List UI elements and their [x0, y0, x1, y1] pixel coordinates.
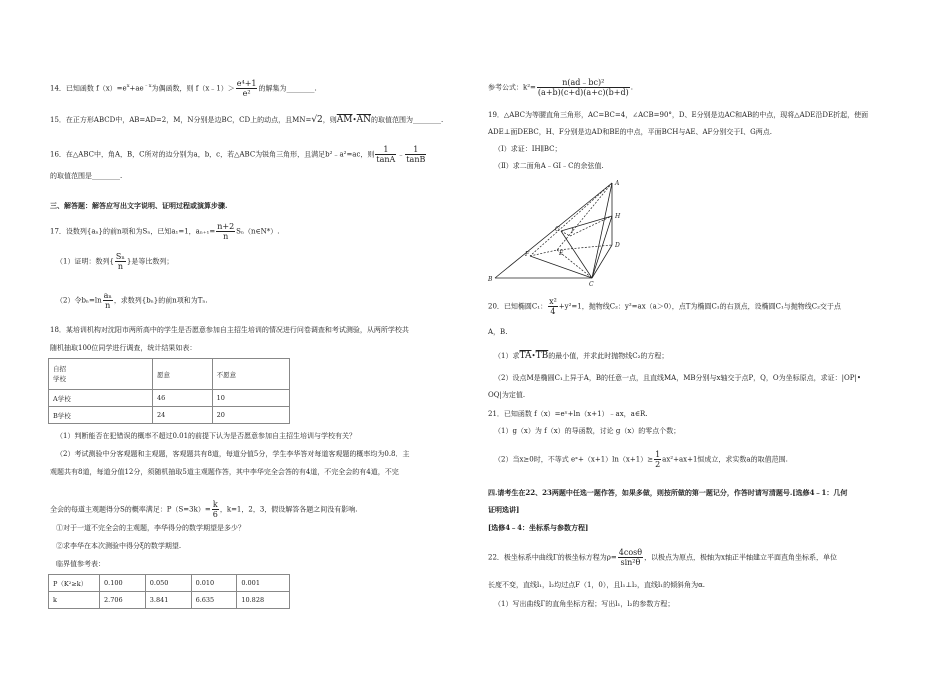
q15-dot: •: [352, 116, 357, 124]
edge-fc: [530, 256, 592, 278]
q15-text-a: 15．在正方形ABCD中，AB=AD=2，M，N分别是边BC，CD上的动点，且MN=: [50, 116, 312, 124]
q20-fraction: [548, 297, 558, 316]
q17-text-a: 17．设数列{aₙ}的前n项和为Sₙ，已知a₁=1，aₙ₊₁=: [50, 227, 216, 236]
q17-p2-fraction: [103, 291, 113, 310]
critical-table-title: 临界值参考表：: [56, 560, 105, 568]
question-19-line1: 19．△ABC为等腰直角三角形，AC=BC=4，∠ACB=90°，D、E分别是边AC和AB的中点，现将△ADE沿DE折起，使面: [488, 111, 869, 119]
label-f: F: [525, 251, 530, 258]
question-20-part2-line1: （2）设点M是椭圆C₁上异于A，B的任意一点，且直线MA，MB分别与x轴交于点P，Q，O为坐标原点，求证：|OP|•: [494, 374, 861, 382]
table-row: [49, 390, 290, 407]
table-header-cell: [49, 359, 153, 390]
q17-p1-frac-den: n: [117, 262, 123, 271]
q18-text-a: 全会的每道主观题得分S的概率满足：P（S=3k）=: [50, 505, 211, 514]
q20-vector-ta: $\overline{TA}$: [519, 351, 532, 361]
q17-fraction: [216, 222, 235, 241]
q17-p2-frac-num: aₙ: [103, 291, 112, 300]
question-18-part2-line1: （2）考试测验中分客观题和主观题，客观题共有8道，每道分值5分，学生李华答对每道客观题的概率均为0.8．主: [56, 450, 410, 458]
q21-fraction: [654, 450, 661, 469]
table-cell: 0.050: [145, 575, 191, 592]
q21-text-b: ax²+ax+1恒成立，求实数a的取值范围.: [662, 455, 788, 464]
formula-num: n(ad﹣bc)²: [537, 78, 630, 88]
label-b: B: [488, 276, 493, 283]
table-cell: 6.635: [191, 592, 237, 609]
label-c: C: [589, 281, 594, 288]
question-18-sub2: ②求李华在本次测验中得分ξ的数学期望.: [56, 542, 182, 550]
question-18-part2-line3: [50, 500, 358, 519]
q20-vector-tb: $\overline{TB}$: [535, 351, 549, 361]
question-22-line2: 长度不变，直线l₁，l₂均过点F（1，0），且l₁⊥l₂，直线l₁的倾斜角为α.: [488, 581, 706, 589]
table-cell: k: [49, 592, 100, 609]
table-header-unwilling: 不愿意: [212, 359, 289, 390]
table-cell: A学校: [49, 390, 153, 407]
q14-frac-num: e⁴+1: [236, 79, 257, 88]
question-21-line1: 21．已知函数 f（x）=eˣ+ln（x+1）﹣ax，a∈R.: [488, 410, 648, 418]
table-cell: 20: [212, 407, 289, 424]
edge-ae: [557, 183, 612, 250]
label-h: H: [615, 213, 621, 220]
table-cell: 2.706: [100, 592, 146, 609]
question-14: 14．已知函数 $f(x)=e^x+ae^{﹣x}$为偶函数，则 f（x﹣1）＞ $\frac{\text{e⁴+1}}{\text{e²}}$ 的解集为________.: [50, 79, 317, 98]
q17-p1-text-b: }是等比数列；: [126, 257, 174, 266]
question-21-part2: [494, 450, 788, 469]
question-20-part1: [494, 352, 668, 361]
q14-frac-den: e²: [242, 89, 251, 98]
table-row: [49, 592, 290, 609]
label-i: I: [571, 228, 574, 235]
q16-fraction-2: [405, 145, 426, 164]
q15-text-c: 的取值范围为________.: [371, 116, 444, 124]
q17-p2-text-b: ，求数列{bₙ}的前n项和为Tₙ.: [113, 296, 208, 305]
q17-p2-text-a: （2）令bₙ=ln: [56, 296, 102, 305]
q16-f1-den: tanA: [376, 155, 396, 164]
q21-frac-den: 2: [655, 460, 661, 469]
q17-frac-num: n+2: [217, 222, 235, 231]
question-18-line1: 18．某培训机构对沈阳市两所高中的学生是否愿意参加自主招生培训的情况进行问卷调查和考试测验，从两所学校共: [50, 326, 409, 334]
q15-text-b: ，则: [322, 116, 337, 124]
question-17-part1: [56, 252, 173, 271]
q20-text-b: +y²=1，抛物线C₂：y²=ax（a＞0），点T为椭圆C₁的右顶点，设椭圆C₁与抛物线C₂交于点: [558, 302, 841, 311]
q16-fraction-1: [375, 145, 396, 164]
q22-frac-num: 4cosθ: [618, 548, 643, 557]
question-18-sub1: ①对于一道不完全会的主观题，李华得分的数学期望是多少？: [56, 524, 245, 532]
q17-p1-text-a: （1）证明：数列{: [56, 257, 114, 266]
section-3-heading: 三、解答题：解答应写出文字说明、证明过程或演算步骤.: [50, 201, 228, 210]
question-15: [50, 116, 443, 125]
table-row: [49, 407, 290, 424]
section-4-heading-line1: 四.请考生在22、23两题中任选一题作答，如果多做，则按所做的第一题记分，作答时请写清题号.[选修4﹣1：几何: [488, 488, 848, 497]
table-cell: B学校: [49, 407, 153, 424]
q16-text-a: 16．在△ABC中，角A，B，C所对的边分别为a，b，c，若△ABC为锐角三角形，且满足b²﹣a²=ac，则: [50, 150, 375, 159]
q22-fraction: [618, 548, 643, 567]
q15-sqrt: √2: [311, 115, 323, 125]
question-20-line1: [488, 297, 841, 316]
question-16-line1: [50, 145, 427, 164]
q15-vector-am: $\overline{AM}$: [336, 115, 353, 125]
q14-text-c: 为偶函数，则 f（x﹣1）＞: [151, 84, 235, 93]
edge-gc: [561, 231, 592, 278]
q17-p2-frac-den: n: [105, 301, 111, 310]
formula-den: (a+b)(c+d)(a+c)(b+d): [537, 88, 629, 97]
label-d: D: [615, 242, 620, 249]
table-row: [49, 359, 290, 390]
table-cell: P（K²≥k）: [49, 575, 100, 592]
table-cell: 0.010: [191, 575, 237, 592]
section-4-heading-line2: 证明选讲]: [488, 505, 520, 514]
q17-p1-frac-num: Sₙ: [115, 252, 125, 261]
edge-fe: [530, 250, 557, 256]
edge-ba: [495, 183, 612, 278]
pyramid-figure: [485, 175, 635, 290]
question-18-part2-line2: 观题共有8道，每道分值12分，须随机抽取5道主观题作答，其中李华完全会答的有4道，不完全会的有4道，不完: [50, 468, 399, 476]
question-19-line2: ADE⊥面DEBC，H、F分别是边AD和BE的中点，平面BCH与AE、AF分别交于I、G两点.: [488, 128, 772, 136]
q22-text-a: 22．极坐标系中曲线Γ的极坐标方程为ρ=: [488, 553, 617, 562]
q17-frac-den: n: [223, 232, 229, 241]
q21-text-a: （2）当x≥0时，不等式 eˣ+（x+1）ln（x+1）≥: [494, 455, 654, 464]
table-cell: 24: [153, 407, 213, 424]
question-21-part1: （1）g（x）为 f（x）的导函数，讨论 g（x）的零点个数；: [494, 427, 681, 435]
q20-frac-num: x²: [549, 297, 557, 306]
q20-frac-den: 4: [550, 307, 556, 316]
table-cell: 46: [153, 390, 213, 407]
table-head-line2: 学校: [53, 375, 66, 383]
question-17-line1: [50, 222, 280, 241]
question-20-line2: A，B.: [488, 328, 508, 336]
q18-frac-num: k: [212, 500, 218, 509]
q18-fraction: [212, 500, 219, 519]
q17-text-b: Sₙ（n∈N*）.: [236, 227, 280, 236]
edge-ih: [570, 216, 612, 236]
question-18-line2: 随机抽取100位同学进行调查，统计结果如表：: [50, 344, 197, 352]
table-cell: 3.841: [145, 592, 191, 609]
q18-text-b: ，k=1，2，3，假设解答各题之间没有影响.: [219, 505, 358, 514]
q16-minus: ﹣: [397, 150, 405, 159]
q20-dot: •: [531, 352, 536, 360]
edge-hc: [592, 216, 612, 278]
question-19-part2: （Ⅱ）求二面角A﹣GI﹣C的余弦值.: [494, 162, 604, 170]
reference-formula: [488, 78, 633, 97]
q22-frac-den: sin²θ: [620, 558, 641, 567]
table-row: [49, 575, 290, 592]
question-22-part1: （1）写出曲线Γ的直角坐标方程；写出l₁，l₂的参数方程；: [494, 600, 675, 608]
label-g: G: [555, 226, 560, 233]
formula-text-a: 参考公式：k²=: [488, 83, 536, 92]
question-22-line1: [488, 548, 837, 567]
q16-f2-den: tanB: [406, 155, 426, 164]
q20-p1-text-b: 的最小值，并求此时抛物线C₂的方程；: [548, 352, 669, 360]
question-16-line2: 的取值范围是________.: [50, 172, 123, 180]
q14-text-a: 14．已知函数 f（x）=e: [50, 84, 127, 93]
question-20-part2-line2: OQ|为定值.: [488, 391, 526, 399]
q16-f1-num: 1: [375, 145, 396, 155]
formula-text-b: .: [630, 83, 633, 92]
table-cell: 0.100: [100, 575, 146, 592]
table-cell: 0.001: [237, 575, 290, 592]
edge-ed: [557, 245, 612, 250]
q16-f2-num: 1: [405, 145, 426, 155]
survey-table: [48, 358, 290, 424]
q17-p1-fraction: [115, 252, 126, 271]
q18-frac-den: 6: [212, 510, 218, 519]
question-17-part2: [56, 291, 208, 310]
q15-vector-an: $\overline{AN}$: [356, 115, 372, 125]
q20-text-a: 20．已知椭圆C₁：: [488, 302, 548, 311]
question-18-part1: （1）判断能否在犯错误的概率不超过0.01的前提下认为是否愿意参加自主招生培训与学校有关？: [56, 432, 357, 440]
table-header-willing: 愿意: [153, 359, 213, 390]
elective-heading: [选修4﹣4：坐标系与参数方程]: [488, 523, 589, 532]
q14-fraction: [236, 79, 258, 98]
critical-value-table: [48, 574, 290, 609]
table-cell: 10: [212, 390, 289, 407]
question-19-part1: （Ⅰ）求证：IH∥BC；: [494, 145, 562, 153]
q14-text-d: 的解集为________.: [258, 84, 317, 93]
edge-cd: [592, 245, 612, 278]
formula-fraction: [537, 78, 630, 97]
label-a: A: [615, 180, 620, 187]
q20-p1-text-a: （1）求: [494, 352, 520, 360]
table-head-line1: 自招: [53, 365, 66, 373]
q22-text-b: ，以极点为原点，极轴为x轴正半轴建立平面直角坐标系，单位: [644, 553, 838, 562]
q14-text-b: +ae: [129, 84, 144, 93]
q21-frac-num: 1: [655, 450, 661, 459]
table-cell: 10.828: [237, 592, 290, 609]
label-e: E: [559, 250, 564, 257]
